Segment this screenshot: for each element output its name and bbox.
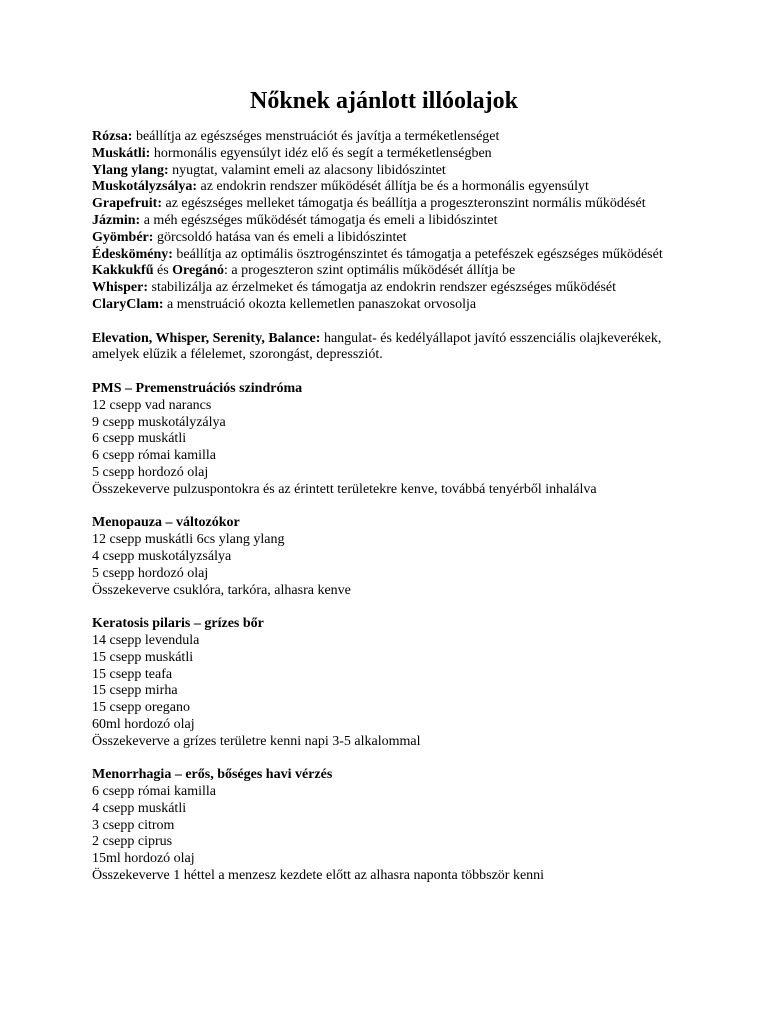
oil-description: az egészséges melleket támogatja és beállítja a progeszteronszint normális működését [161, 196, 646, 212]
oil-description: beállítja az egészséges menstruációt és javítja a terméketlenséget [132, 129, 500, 144]
oil-description: a menstruáció okozta kellemetlen panaszokat orvosolja [163, 296, 477, 312]
recipe-heading [92, 616, 692, 633]
recipe-line: 5 csepp hordozó olaj [92, 565, 209, 581]
recipe-pms [92, 381, 692, 499]
recipe-keratosis [92, 616, 692, 750]
recipe-heading-text: Menorrhagia – erős, bőséges havi vérzés [92, 767, 333, 783]
oil-description: az endokrin rendszer működését állítja be és a hormonális egyensúlyt [197, 179, 589, 195]
oil-entry [92, 196, 692, 213]
recipe-heading-text: Keratosis pilaris – grízes bőr [92, 616, 264, 632]
recipe-instructions: Összekeverve csuklóra, tarkóra, alhasra kenve [92, 582, 351, 598]
recipe-instructions: Összekeverve 1 héttel a menzesz kezdete előtt az alhasra naponta többször kenni [92, 868, 545, 884]
oil-name: Muskotályzsálya: [92, 179, 197, 195]
recipe-line: 15 csepp muskátli [92, 649, 194, 665]
oil-description: görcsoldó hatása van és emeli a libidószintet [153, 229, 407, 245]
recipe-heading-text: Menopauza – változókor [92, 515, 240, 531]
recipe-instructions: Összekeverve a grízes területre kenni napi 3-5 alkalommal [92, 733, 421, 749]
oil-description: stabilizálja az érzelmeket és támogatja az endokrin rendszer egészséges működését [148, 280, 617, 296]
oil-entry [92, 213, 692, 230]
oil-description: : a progeszteron szint optimális működését állítja be [224, 263, 516, 279]
oil-name: ClaryClam: [92, 296, 164, 312]
oil-name: Jázmin: [92, 212, 141, 228]
recipe-heading [92, 767, 692, 784]
recipe-line: 12 csepp muskátli 6cs ylang ylang [92, 532, 285, 548]
oil-entry [92, 146, 692, 163]
oil-entry [92, 280, 692, 297]
recipe-heading [92, 381, 692, 398]
recipe-line: 4 csepp muskátli [92, 800, 187, 816]
recipe-line: 5 csepp hordozó olaj [92, 464, 209, 480]
oil-entry [92, 179, 692, 196]
oil-name: Whisper: [92, 280, 148, 296]
oil-description: hormonális egyensúlyt idéz elő és segít a terméketlenségben [150, 145, 492, 161]
oil-list [92, 129, 692, 314]
document-body [92, 129, 692, 885]
oil-description: nyugtat, valamint emeli az alacsony libidószintet [168, 162, 446, 178]
oil-entry [92, 230, 692, 247]
recipe-line: 2 csepp ciprus [92, 834, 173, 850]
oil-name: Muskátli: [92, 145, 151, 161]
recipe-line: 15 csepp teafa [92, 666, 173, 682]
oil-entry [92, 263, 692, 280]
oil-entry [92, 247, 692, 264]
blend-names: Elevation, Whisper, Serenity, Balance: [92, 330, 321, 346]
recipe-menorrhagia [92, 767, 692, 885]
page-title: Nőknek ajánlott illóolajok [249, 88, 519, 114]
oil-name: Kakkukfű [92, 263, 154, 279]
blends-paragraph [92, 331, 692, 365]
recipe-line: 9 csepp muskotályzálya [92, 414, 226, 430]
recipe-heading [92, 515, 692, 532]
recipe-instructions: Összekeverve pulzuspontokra és az érintett területekre kenve, továbbá tenyérből inhalálva [92, 481, 597, 497]
blend-description: hangulat- és kedélyállapot javító esszenciális olajkeverékek, amelyek elűzik a félelemet, szorongást, depressziót. [92, 330, 662, 363]
recipe-heading-text: PMS – Premenstruációs szindróma [92, 380, 303, 396]
oil-name: Oregánó [172, 263, 225, 279]
recipe-line: 3 csepp citrom [92, 817, 175, 833]
oil-name: Gyömbér: [92, 229, 154, 245]
oil-description: beállítja az optimális ösztrogénszintet és támogatja a petefészek egészséges működését [172, 246, 663, 262]
oil-entry [92, 129, 692, 146]
oil-name: Édeskömény: [92, 246, 173, 262]
recipe-line: 15 csepp oregano [92, 700, 190, 716]
recipe-line: 15ml hordozó olaj [92, 851, 195, 867]
recipe-line: 6 csepp római kamilla [92, 448, 217, 464]
oil-entry [92, 163, 692, 180]
recipe-line: 12 csepp vad narancs [92, 397, 212, 413]
recipe-line: 6 csepp muskátli [92, 431, 187, 447]
oil-entry [92, 297, 692, 314]
recipe-line: 14 csepp levendula [92, 632, 200, 648]
oil-name: Ylang ylang: [92, 162, 169, 178]
oil-name: Grapefruit: [92, 196, 162, 212]
recipe-line: 60ml hordozó olaj [92, 716, 195, 732]
recipe-line: 6 csepp római kamilla [92, 784, 217, 800]
recipe-line: 15 csepp mirha [92, 683, 178, 699]
recipe-menopauza [92, 515, 692, 599]
recipe-line: 4 csepp muskotályzsálya [92, 548, 232, 564]
oil-name: Rózsa: [92, 129, 133, 144]
oil-description: a méh egészséges működését támogatja és emeli a libidószintet [140, 212, 498, 228]
conjunction: és [153, 263, 173, 279]
